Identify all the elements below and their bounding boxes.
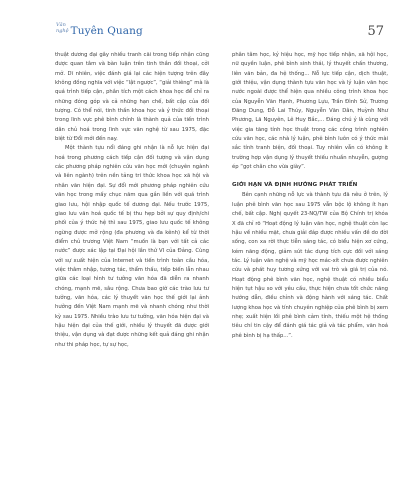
left-column bbox=[55, 51, 209, 350]
page-header bbox=[0, 0, 402, 42]
right-column bbox=[232, 51, 388, 341]
logo-title: Tuyên Quang bbox=[70, 25, 143, 37]
page-number: 57 bbox=[367, 24, 384, 39]
logo-small-bottom: nghệ bbox=[56, 28, 69, 34]
right-paragraph-1: phân tâm học, ký hiệu học, mỹ học tiếp nhận, xã hội học, nữ quyền luận, phê bình sinh thái, lý thuyết chấn thương, liên văn bản, đa hệ thống... Nỗ lực tiếp cận, dịch thuật, giới thiệu, vận dụng thành tựu văn học và lý luận văn học nước ngoài được thể hiện qua nhiều công trình khoa học của Nguyễn Văn Hạnh, Phương Lựu, Trần Đình Sử, Trương Đăng Dung, Đỗ Lai Thúy, Nguyễn Văn Dân, Huỳnh Như Phương, Lã Nguyên, Lê Huy Bắc,... Đáng chú ý là cùng với việc gia tăng tính học thuật trong các công trình nghiên cứu văn học, các nhà lý luận, phê bình luôn có ý thức mài sắc tính tranh biện, đối thoại. Tuy nhiên vẫn có không ít trường hợp vận dụng lý thuyết thiếu nhuần nhuyễn, gượng ép “gọt chân cho vừa giày”. bbox=[232, 52, 388, 171]
logo-small-text bbox=[56, 22, 69, 34]
logo-small-top: Văn bbox=[56, 22, 66, 28]
section-heading: GIỚI HẠN VÀ ĐỊNH HƯỚNG PHÁT TRIỂN bbox=[232, 182, 358, 189]
magazine-logo bbox=[56, 22, 143, 37]
left-paragraph-2: Một thành tựu nổi đáng ghi nhận là nỗ lực hiện đại hoá trong phương cách tiếp cận đối tượng và vận dụng các phương pháp nghiên cứu văn học mới (chuyên ngành và liên ngành) trên nền tảng tri thức khoa học xã hội và nhân văn hiện đại. Sự đổi mới phương pháp nghiên cứu văn học trong mấy chục năm qua gắn liền với quá trình giao lưu, hội nhập quốc tế dương đại. Nếu trước 1975, giao lưu văn hoá quốc tế bị thu hẹp bởi sự quy định/chi phối của ý thức hệ thì sau 1975, giao lưu quốc tế không ngừng được mở rộng (đa phương và đa kênh) kể từ thời điểm chủ trương Việt Nam “muốn là bạn với tất cả các nước” được xác lập tại Đại hội lần thứ VI của Đảng. Cùng với sự xuất hiện của Internet và tiến trình toàn cầu hóa, việc thâm nhập, tương tác, thẩm thấu, tiếp biến lẫn nhau giữa các loại hình tư tưởng văn hóa đã diễn ra nhanh chóng, mạnh mẽ, sâu rộng. Chưa bao giờ các trào lưu tư tưởng, văn hóa, các lý thuyết văn học thế giới lại ảnh hưởng đến Việt Nam mạnh mẽ và nhanh chóng như thời kỳ sau 1975. Nhiều trào lưu tư tưởng, văn hóa hiện đại và hậu hiện đại của thế giới, nhiều lý thuyết đã được giới thiệu, vận dụng và đạt được những kết quả đáng ghi nhận như thi pháp học, tự sự học, bbox=[55, 145, 209, 348]
right-paragraph-2: Bên cạnh những nỗ lực và thành tựu đã nêu ở trên, lý luận phê bình văn học sau 1975 vẫn bộc lộ không ít hạn chế, bất cập. Nghị quyết 23-NQ/TW của Bộ Chính trị khóa X đã chỉ rõ “Hoạt động lý luận văn học, nghệ thuật còn lạc hậu về nhiều mặt, chưa giải đáp được nhiều vấn đề do đời sống, con xa rời thực tiễn sáng tác, có biểu hiện xơ cứng, kém năng động, giảm sút tác dụng tích cực đối với sáng tác. Lý luận văn nghệ và mỹ học mác-xít chưa được nghiên cứu và phát huy tương xứng với vai trò và giá trị của nó. Hoạt động phê bình văn học, nghệ thuật có nhiều biểu hiện tụt hậu so với yêu cầu, thực hiện chưa tốt chức năng hướng dẫn, điều chỉnh và động hành với sáng tác. Chất lượng khoa học và tính chuyên nghiệp của phê bình bị xem nhẹ; xuất hiện lối phê bình cảm tính, thiếu một hệ thống tiêu chí tin cậy để đánh giá tác giả và tác phẩm, văn hoá phê bình bị hạ thấp...”. bbox=[232, 192, 388, 339]
left-paragraph-1: thuật dương đại gây nhiều tranh cãi trong tiếp nhận cũng được quan tâm và bàn luận trên tinh thần đối thoại, cởi mở. Dĩ nhiên, việc đánh giá lại các hiện tượng trên đây không đồng nghĩa với việc “lật ngược”, “giải thiêng” mà là quá trình tiếp cận, phân tích một cách khoa học để chỉ ra những đóng góp và cả những hạn chế, bất cập của đối tượng. Có thể nói, tinh thần khoa học và ý thức đối thoại trong lĩnh vực phê bình chính là thành quả của tiến trình dân chủ hoá trong lĩnh vực văn nghệ từ sau 1975, đặc biệt từ Đổi mới đến nay. bbox=[55, 52, 209, 143]
